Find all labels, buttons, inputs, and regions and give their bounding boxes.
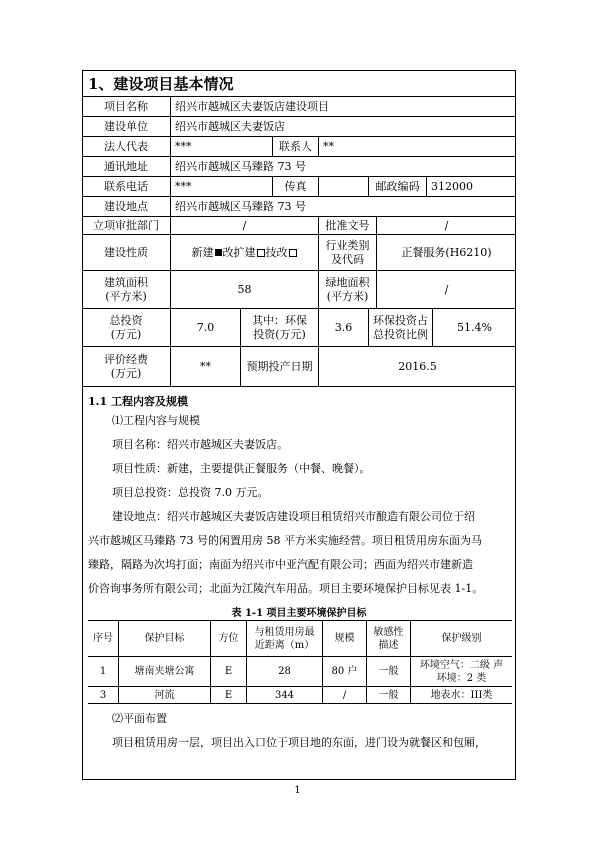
value-site: 绍兴市越城区马臻路 73 号 [170,197,516,216]
row-unit [82,116,516,136]
label-eval-line1: 评价经费 [104,352,148,366]
info-table-bottom-border [82,386,516,387]
value-env-invest: 3.6 [318,309,368,346]
row-site [82,196,516,216]
label-postcode: 邮政编码 [368,177,426,196]
value-area: 58 [170,271,318,308]
para-site-line1: 建设地点：绍兴市越城区夫妻饭店建设项目租赁绍兴市酿造有限公司位于绍 [112,510,475,523]
th-scale: 规模 [322,621,366,656]
table-header-row [88,620,512,656]
td-level: 环境空气：二级 声环境：2 类 [410,657,512,686]
checkbox-tech [289,249,297,257]
td-target: 河流 [118,687,210,703]
label-eval [82,347,170,386]
label-ratio [368,309,432,346]
th-direction: 方位 [210,621,246,656]
td-no: 1 [99,666,107,677]
value-phone: *** [170,177,272,196]
label-area-line1: 建筑面积 [104,275,148,289]
label-project-name: 项目名称 [104,99,148,113]
label-env-invest [240,309,318,346]
value-fax [318,177,368,196]
row-area [82,270,516,308]
label-nature: 建设性质 [104,245,148,259]
value-unit: 绍兴市越城区夫妻饭店 [170,117,516,136]
td-target: 塘南夹塘公寓 [118,657,210,686]
value-legal-rep: *** [170,137,272,156]
value-ratio: 51.4% [432,309,516,346]
nature-rebuild-label: 改扩建 [222,245,256,259]
td-level: 地表水：III类 [410,687,512,703]
value-project-name: 绍兴市越城区夫妻饭店建设项目 [170,97,516,116]
label-contact: 联系人 [272,137,318,156]
td-distance: 28 [246,657,322,686]
label-green-line1: 绿地面积 [325,275,370,289]
value-address: 绍兴市越城区马臻路 73 号 [170,157,516,176]
para-site-line2: 兴市越城区马臻路 73 号的闲置用房 58 平方米实施经营。项目租赁用房东面为马 [88,534,482,547]
row-nature [82,234,516,270]
label-area-line2: (平方米) [105,289,147,303]
value-green: / [376,271,516,308]
para-site-line3: 臻路，隔路为次坞打面；南面为绍兴市中亚汽配有限公司；西面为绍兴市建新造 [88,558,473,571]
para-project-name: 项目名称：绍兴市越城区夫妻饭店。 [112,438,288,451]
table-row [88,656,512,686]
label-invest-line1: 总投资 [109,313,143,327]
td-sensitivity: 一般 [366,687,410,703]
para-site-line4: 价咨询事务所有限公司；北面为江陵汽车用品。项目主要环境保护目标见表 1-1。 [88,582,484,595]
row-invest [82,308,516,346]
label-industry [318,235,376,270]
value-approval-dept: / [170,217,318,234]
td-direction: E [210,687,246,703]
value-contact: ** [318,137,516,156]
td-distance: 344 [246,687,322,703]
label-green-line2: (平方米) [326,289,369,303]
label-approval-no: 批准文号 [318,217,376,234]
td-scale: / [322,687,366,703]
row-project-name [82,96,516,116]
label-legal-rep: 法人代表 [104,139,148,153]
section-1-1-title: 1.1 工程内容及规模 [88,395,188,408]
label-green [318,271,376,308]
label-fax: 传真 [272,177,318,196]
checkbox-new-checked [215,249,222,256]
label-phone: 联系电话 [104,179,148,193]
label-ratio-line1: 环保投资占 [373,313,428,327]
value-date: 2016.5 [318,347,516,386]
td-direction: E [210,657,246,686]
para-project-nature: 项目性质：新建，主要提供正餐服务（中餐、晚餐）。 [112,462,371,475]
label-date: 预期投产日期 [240,347,318,386]
value-industry: 正餐服务(H6210) [376,235,516,270]
value-eval: ** [170,347,240,386]
nature-tech-label: 技改 [265,245,288,259]
td-sensitivity: 一般 [366,657,410,686]
label-approval-dept: 立项审批部门 [93,218,159,232]
th-level: 保护级别 [410,621,512,656]
row-legal-rep [82,136,516,156]
th-distance: 与租赁用房最近距离（m） [246,621,322,656]
row-address [82,156,516,176]
para-project-invest: 项目总投资：总投资 7.0 万元。 [112,486,269,499]
para-layout-text: 项目租赁用房一层，项目出入口位于项目地的东面，进门设为就餐区和包厢， [112,736,486,749]
value-postcode: 312000 [426,177,516,196]
label-env-invest-line1: 其中：环保 [252,313,307,327]
th-target: 保护目标 [118,621,210,656]
nature-new-label: 新建 [191,245,214,259]
section-heading: 1、建设项目基本情况 [88,75,234,93]
label-eval-line2: (万元) [110,366,142,380]
label-industry-line2: 及代码 [331,252,364,266]
label-area [82,271,170,308]
page-number: 1 [294,785,301,796]
td-scale: 80 户 [322,657,366,686]
table-row [88,686,512,704]
label-invest [82,309,170,346]
para-layout-title: ⑵平面布置 [112,712,167,725]
para-content-scale: ⑴工程内容与规模 [112,414,200,427]
value-invest: 7.0 [170,309,240,346]
label-unit: 建设单位 [104,119,148,133]
label-invest-line2: (万元) [110,327,142,341]
row-eval [82,346,516,386]
label-industry-line1: 行业类别 [325,238,370,252]
value-nature [170,235,318,270]
label-address: 通讯地址 [104,159,148,173]
table-caption: 表 1-1 项目主要环境保护目标 [231,608,367,619]
label-ratio-line2: 总投资比例 [373,327,428,341]
label-env-invest-line2: 投资(万元) [253,327,306,341]
value-approval-no: / [376,217,516,234]
row-approval [82,216,516,234]
checkbox-rebuild [257,249,265,257]
th-sensitivity: 敏感性描述 [366,621,410,656]
th-no: 序号 [93,633,113,644]
label-site: 建设地点 [104,199,148,213]
row-phone [82,176,516,196]
td-no: 3 [99,689,107,701]
